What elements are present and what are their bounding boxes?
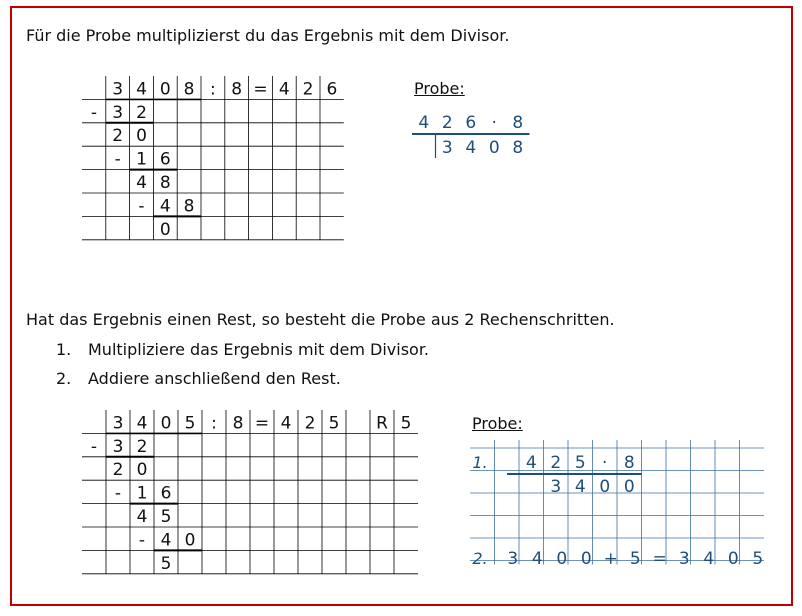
section2-intro-text: Hat das Ergebnis einen Rest, so besteht die Probe aus 2 Rechenschritten. — [26, 310, 615, 329]
probe2-digit: 0 — [727, 549, 739, 569]
quotient-digit: 2 — [136, 436, 148, 457]
probe-digit: 8 — [512, 138, 524, 158]
header-digit: 3 — [112, 413, 124, 434]
probe2-digit: 0 — [580, 549, 592, 569]
quotient-digit: 5 — [160, 507, 172, 527]
quotient-digit: 4 — [136, 507, 148, 527]
probe2-digit: 5 — [574, 453, 586, 473]
header-digit: 4 — [280, 413, 292, 434]
step-1-text: Multipliziere das Ergebnis mit dem Divisor. — [88, 340, 430, 359]
probe-grid-1 — [412, 110, 542, 164]
quotient-digit: 0 — [136, 460, 148, 481]
header-digit: 5 — [400, 413, 412, 434]
header-digit: 5 — [184, 413, 196, 434]
probe-digit: 6 — [465, 113, 477, 133]
header-digit: 4 — [136, 79, 147, 100]
probe2-digit: 3 — [550, 477, 562, 497]
quotient-digit: 8 — [159, 173, 171, 193]
probe-title-1: Probe: — [414, 79, 465, 98]
probe2-step-1-label: 1. — [472, 453, 488, 472]
quotient-digit: 2 — [112, 460, 124, 481]
quotient-digit: 1 — [136, 149, 147, 170]
quotient-digit: - — [114, 483, 122, 504]
probe2-digit: 4 — [703, 549, 715, 569]
probe2-digit: = — [652, 549, 667, 569]
quotient-digit: - — [138, 530, 146, 551]
header-digit: : — [211, 413, 217, 434]
quotient-digit: 0 — [136, 126, 147, 147]
quotient-digit: 3 — [112, 102, 124, 123]
quotient-digit: 2 — [136, 102, 147, 123]
header-digit: 2 — [302, 79, 314, 100]
header-digit: 0 — [159, 79, 171, 100]
header-digit: 4 — [136, 413, 148, 434]
header-digit: 5 — [328, 413, 340, 434]
probe2-digit: 4 — [574, 477, 586, 497]
probe-title-2: Probe: — [472, 414, 523, 433]
probe2-digit: 0 — [623, 477, 635, 497]
header-digit: 8 — [232, 413, 244, 434]
header-digit: 4 — [278, 79, 290, 100]
header-digit: : — [210, 79, 216, 100]
probe2-digit: 3 — [507, 549, 519, 569]
probe2-digit: 2 — [550, 453, 562, 473]
header-digit: 0 — [160, 413, 172, 434]
worksheet-frame — [10, 6, 793, 606]
step-2-number: 2. — [56, 369, 72, 388]
header-digit: 2 — [304, 413, 316, 434]
probe-digit: 8 — [512, 113, 524, 133]
probe2-digit: 5 — [752, 549, 764, 569]
quotient-digit: 1 — [136, 483, 148, 504]
header-digit: = — [253, 79, 268, 100]
probe-digit: 0 — [488, 138, 500, 158]
probe2-step-2-label: 2. — [472, 549, 488, 568]
quotient-digit: - — [90, 436, 98, 457]
quotient-digit: 2 — [112, 126, 124, 147]
quotient-digit: 4 — [160, 530, 172, 551]
quotient-digit: 5 — [160, 553, 172, 574]
quotient-digit: 3 — [112, 436, 124, 457]
probe-digit: · — [491, 113, 497, 133]
quotient-digit: - — [138, 196, 145, 217]
probe-grid-2 — [470, 440, 776, 572]
header-digit: 8 — [231, 79, 243, 100]
probe2-digit: + — [603, 549, 618, 569]
probe2-digit: 3 — [678, 549, 690, 569]
division-grid-2 — [82, 410, 422, 580]
probe2-digit: 8 — [623, 453, 635, 473]
quotient-digit: - — [114, 149, 121, 170]
probe-digit: 4 — [418, 113, 430, 133]
quotient-digit: 6 — [160, 483, 172, 504]
quotient-digit: 4 — [136, 173, 147, 193]
probe2-digit: 4 — [525, 453, 537, 473]
probe-digit: 3 — [441, 138, 453, 158]
quotient-digit: 0 — [184, 530, 196, 551]
header-digit: 8 — [183, 79, 195, 100]
probe2-digit: 5 — [629, 549, 641, 569]
probe-digit: 2 — [441, 113, 453, 133]
header-digit: 6 — [326, 79, 338, 100]
header-digit: = — [254, 413, 270, 434]
quotient-digit: 8 — [183, 196, 195, 217]
probe2-digit: 4 — [531, 549, 543, 569]
probe2-digit: · — [602, 453, 608, 473]
intro-text: Für die Probe multiplizierst du das Ergebnis mit dem Divisor. — [26, 26, 510, 45]
quotient-digit: 6 — [159, 149, 171, 170]
probe-digit: 4 — [465, 138, 477, 158]
header-digit: R — [376, 413, 388, 434]
step-2-text: Addiere anschließend den Rest. — [88, 369, 341, 388]
quotient-digit: - — [90, 102, 97, 123]
division-grid-1 — [82, 76, 344, 244]
quotient-digit: 0 — [159, 219, 171, 240]
probe2-digit: 0 — [556, 549, 568, 569]
header-digit: 3 — [112, 79, 124, 100]
probe2-digit: 0 — [599, 477, 611, 497]
step-1-number: 1. — [56, 340, 72, 359]
quotient-digit: 4 — [159, 196, 171, 217]
